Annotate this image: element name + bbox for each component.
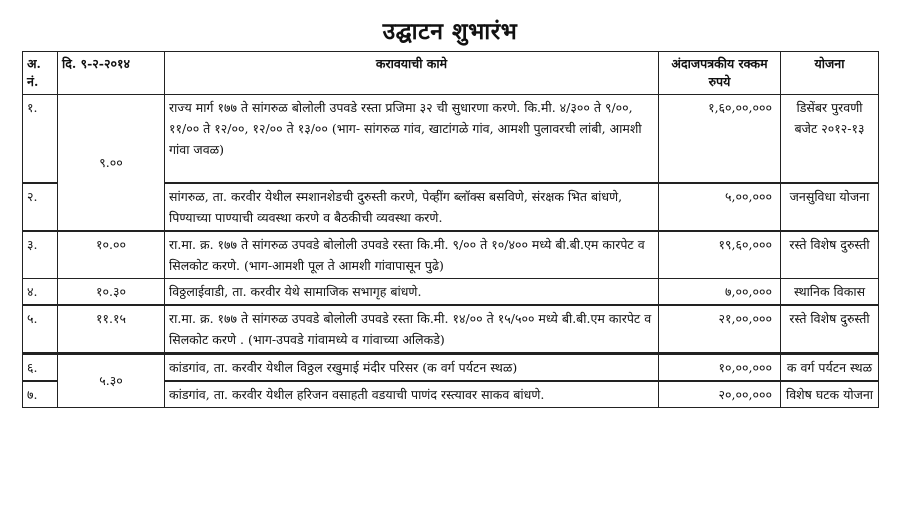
works-table bbox=[22, 51, 879, 408]
row-sr: १. bbox=[23, 95, 58, 183]
row-time: ९.०० bbox=[58, 95, 165, 231]
row-amount: २१,००,००० bbox=[659, 305, 781, 354]
row-scheme: क वर्ग पर्यटन स्थळ bbox=[781, 353, 879, 381]
row-work: कांडगांव, ता. करवीर येथील विठ्ठल रखुमाई मंदीर परिसर (क वर्ग पर्यटन स्थळ) bbox=[165, 353, 659, 381]
row-sr: ४. bbox=[23, 278, 58, 305]
header-scheme: योजना bbox=[781, 52, 879, 95]
table-header-row bbox=[23, 52, 879, 95]
row-amount: ५,००,००० bbox=[659, 183, 781, 231]
row-time: ५.३० bbox=[58, 353, 165, 407]
row-scheme: डिसेंबर पुरवणी बजेट २०१२-१३ bbox=[781, 95, 879, 183]
row-amount: १९,६०,००० bbox=[659, 231, 781, 279]
page-title: उद्घाटन शुभारंभ bbox=[382, 18, 518, 45]
table-row bbox=[23, 231, 879, 279]
row-scheme: जनसुविधा योजना bbox=[781, 183, 879, 231]
row-sr: ७. bbox=[23, 381, 58, 408]
row-sr: ६. bbox=[23, 353, 58, 381]
row-amount: २०,००,००० bbox=[659, 381, 781, 408]
table-row bbox=[23, 305, 879, 354]
table-row bbox=[23, 353, 879, 381]
row-work: सांगरुळ, ता. करवीर येथील स्मशानशेडची दुरुस्ती करणे, पेव्हींग ब्लॉक्स बसविणे, संरक्षक भित बांधणे, पिण्याच्या पाण्याची व्यवस्था करणे व बैठकीची व्यवस्था करणे. bbox=[165, 183, 659, 231]
row-work: राज्य मार्ग १७७ ते सांगरुळ बोलोली उपवडे रस्ता प्रजिमा ३२ ची सुधारणा करणे. कि.मी. ४/३०० ते ९/००, ११/०० ते १२/००, १२/०० ते १३/०० (भाग- सांगरुळ गांव, खाटांगळे गांव, आमशी पुलावरची लांबी, आमशी गांवा जवळ) bbox=[165, 95, 659, 183]
header-sr: अ. नं. bbox=[23, 52, 58, 95]
header-date: दि. ९-२-२०१४ bbox=[58, 52, 165, 95]
row-time: १०.०० bbox=[58, 231, 165, 279]
row-scheme: विशेष घटक योजना bbox=[781, 381, 879, 408]
row-amount: १,६०,००,००० bbox=[659, 95, 781, 183]
header-work: करावयाची कामे bbox=[165, 52, 659, 95]
row-work: रा.मा. क्र. १७७ ते सांगरुळ उपवडे बोलोली उपवडे रस्ता कि.मी. १४/०० ते १५/५०० मध्ये बी.बी.एम कारपेट व सिलकोट करणे . (भाग-उपवडे गांवामध्ये व गांवाच्या अलिकडे) bbox=[165, 305, 659, 354]
row-scheme: स्थानिक विकास bbox=[781, 278, 879, 305]
table-row bbox=[23, 95, 879, 183]
row-work: विठ्ठलाईवाडी, ता. करवीर येथे सामाजिक सभागृह बांधणे. bbox=[165, 278, 659, 305]
row-amount: ७,००,००० bbox=[659, 278, 781, 305]
row-time: ११.१५ bbox=[58, 305, 165, 354]
row-work: कांडगांव, ता. करवीर येथील हरिजन वसाहती वडयाची पाणंद रस्त्यावर साकव बांधणे. bbox=[165, 381, 659, 408]
row-time: १०.३० bbox=[58, 278, 165, 305]
row-scheme: रस्ते विशेष दुरुस्ती bbox=[781, 305, 879, 354]
row-amount: १०,००,००० bbox=[659, 353, 781, 381]
row-sr: ३. bbox=[23, 231, 58, 279]
table-row bbox=[23, 278, 879, 305]
row-scheme: रस्ते विशेष दुरुस्ती bbox=[781, 231, 879, 279]
row-work: रा.मा. क्र. १७७ ते सांगरुळ उपवडे बोलोली उपवडे रस्ता कि.मी. ९/०० ते १०/४०० मध्ये बी.बी.एम कारपेट व सिलकोट करणे. (भाग-आमशी पूल ते आमशी गांवापासून पुढे) bbox=[165, 231, 659, 279]
row-sr: ५. bbox=[23, 305, 58, 354]
header-amount: अंदाजपत्रकीय रक्कम रुपये bbox=[659, 52, 781, 95]
row-sr: २. bbox=[23, 183, 58, 231]
